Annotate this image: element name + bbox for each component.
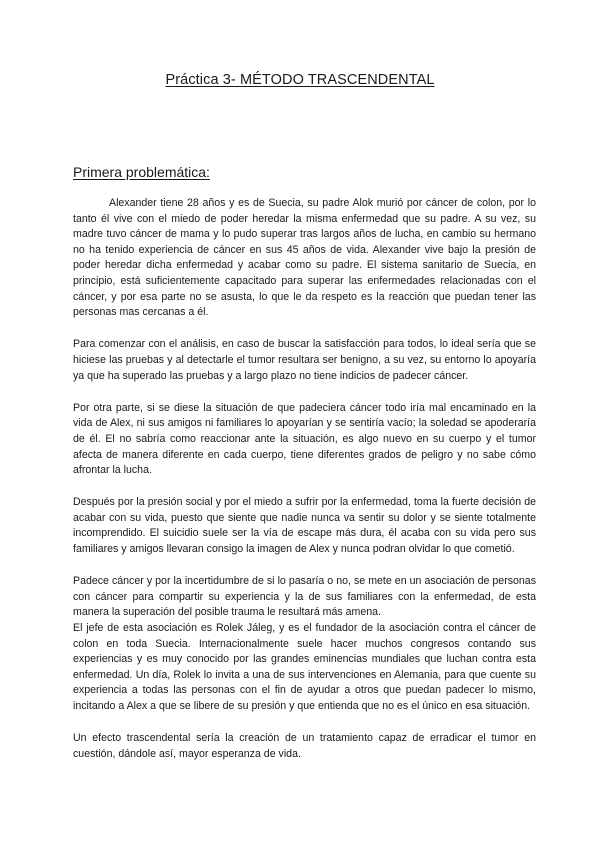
paragraph-7: Un efecto trascendental sería la creación de un tratamiento capaz de erradicar el tumor en cuestión, dándole así, mayor esperanza de vida. (73, 732, 536, 760)
document-body (73, 196, 536, 779)
paragraph-1: Alexander tiene 28 años y es de Suecia, su padre Alok murió por cáncer de colon, por lo tanto él vive con el miedo de poder heredar la misma enfermedad que su padre. A su vez, su madre tuvo cáncer de mama y lo pudo superar tras largos años de lucha, en cambio su hermano no ha tenido experiencia de cáncer en sus 45 años de vida. Alexander vive bajo la presión de poder heredar dicha enfermedad y acabar como su padre. El sistema sanitario de Suecia, en principio, está suficientemente capacitado para superar las enfermedades relacionadas con el cáncer, y por esa parte no se asusta, lo que le da respeto es la reacción que puedan tener las personas mas cercanas a él. (73, 197, 536, 319)
paragraph-3: Por otra parte, si se diese la situación de que padeciera cáncer todo iría mal encaminado en la vida de Alex, ni sus amigos ni familiares lo apoyarían y se sentiría vacío; la soledad se apoderaría de él. El no sabría como reaccionar ante la situación, es algo nuevo en su cuerpo y el tumor afecta de manera diferente en cada cuerpo, tiene diferentes grados de peligro y no sabe cómo afrontar la lucha. (73, 401, 536, 477)
paragraph-6: El jefe de esta asociación es Rolek Jáleg, y es el fundador de la asociación contra el cáncer de colon en toda Suecia. Internacionalmente suele hacer muchos congresos contando sus experiencias y es muy conocido por las grandes eminencias mundiales que luchan contra esta enfermedad. Un día, Rolek lo invita a una de sus intervenciones en Alemania, para que cuente su experiencia a todas las personas con el fin de ayudar a otros que puedan padecer lo mismo, incitando a Alex a que se libere de su presión y que entienda que no es el único en esa situación. (73, 622, 536, 712)
paragraph-4: Después por la presión social y por el miedo a sufrir por la enfermedad, toma la fuerte decisión de acabar con su vida, puesto que siente que nadie nunca va sentir su dolor y se siente totalmente incomprendido. El suicidio suele ser la vía de escape más dura, él acaba con su vida pero sus familiares y amigos llevaran consigo la imagen de Alex y nunca podran olvidar lo que cometió. (73, 496, 536, 556)
page-title: Práctica 3- MÉTODO TRASCENDENTAL (165, 72, 435, 88)
paragraph-2: Para comenzar con el análisis, en caso de buscar la satisfacción para todos, lo ideal sería que se hiciese las pruebas y al detectarle el tumor resultara ser benigno, a su vez, su entorno lo apoyaría ya que ha superado las pruebas y a largo plazo no tiene indicios de padecer cáncer. (73, 338, 536, 382)
section-heading: Primera problemática: (73, 164, 210, 180)
paragraph-5: Padece cáncer y por la incertidumbre de si lo pasaría o no, se mete en un asociación de personas con cáncer para compartir su experiencia y la de sus familiares con la enfermedad, de esta manera la superación del posible trauma le resultará más amena. (73, 575, 536, 619)
